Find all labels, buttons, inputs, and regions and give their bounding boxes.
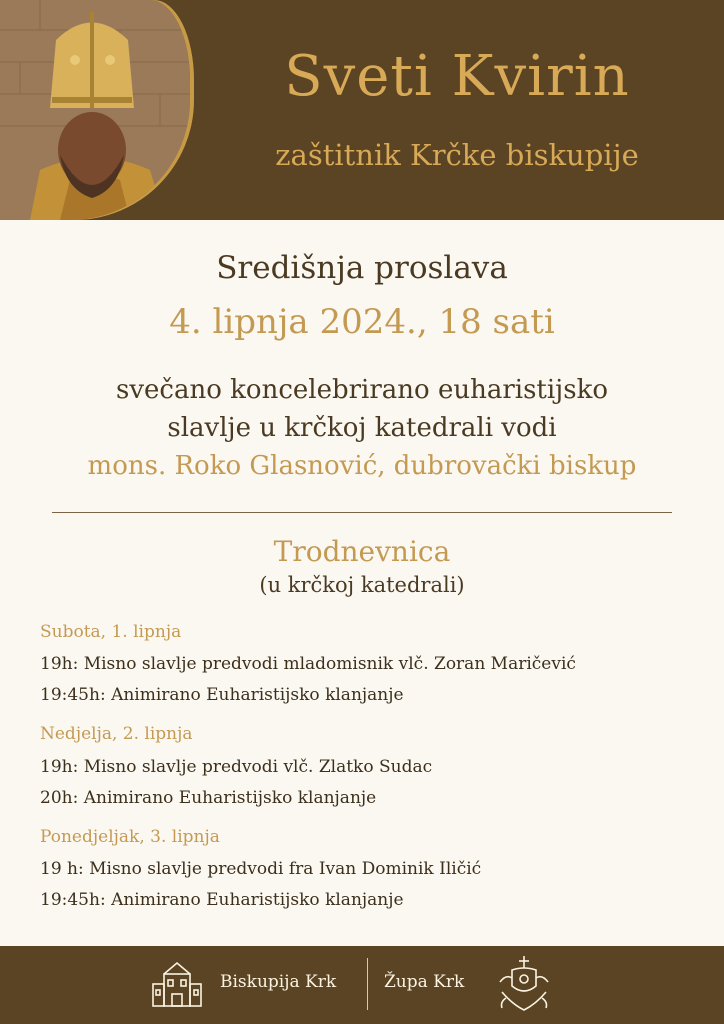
page-title: Sveti Kvirin bbox=[284, 44, 630, 109]
desc-line-2: slavlje u krčkoj katedrali vodi bbox=[167, 413, 557, 443]
day-heading: Ponedjeljak, 3. lipnja bbox=[40, 827, 220, 847]
saint-portrait bbox=[0, 0, 190, 220]
footer-separator bbox=[367, 958, 368, 1010]
triduum-title: Trodnevnica bbox=[273, 535, 451, 568]
day-heading: Subota, 1. lipnja bbox=[40, 622, 182, 642]
event-line: 19 h: Misno slavlje predvodi fra Ivan Dominik Iličić bbox=[40, 859, 482, 879]
event-line: 20h: Animirano Euharistijsko klanjanje bbox=[40, 788, 377, 808]
footer-bar bbox=[0, 946, 724, 1024]
page-subtitle: zaštitnik Krčke biskupije bbox=[275, 138, 639, 172]
header-banner bbox=[0, 0, 724, 220]
central-celebration-date: 4. lipnja 2024., 18 sati bbox=[169, 302, 555, 342]
event-line: 19h: Misno slavlje predvodi vlč. Zlatko Sudac bbox=[40, 757, 433, 777]
desc-line-1: svečano koncelebrirano euharistijsko bbox=[116, 375, 608, 405]
central-celebration-description bbox=[0, 371, 724, 485]
parish-emblem-icon bbox=[496, 952, 552, 1016]
desc-line-3: mons. Roko Glasnović, dubrovački biskup bbox=[87, 451, 637, 481]
event-line: 19:45h: Animirano Euharistijsko klanjanje bbox=[40, 685, 404, 705]
day-heading: Nedjelja, 2. lipnja bbox=[40, 724, 193, 744]
parish-label: Župa Krk bbox=[384, 972, 465, 992]
triduum-subtitle: (u krčkoj katedrali) bbox=[259, 573, 465, 597]
cathedral-icon bbox=[150, 958, 204, 1010]
central-celebration-heading: Središnja proslava bbox=[216, 250, 508, 286]
event-line: 19h: Misno slavlje predvodi mladomisnik vlč. Zoran Maričević bbox=[40, 654, 576, 674]
event-line: 19:45h: Animirano Euharistijsko klanjanje bbox=[40, 890, 404, 910]
diocese-label: Biskupija Krk bbox=[220, 972, 337, 992]
section-divider bbox=[52, 512, 672, 513]
saint-quirinus-image bbox=[0, 0, 190, 220]
